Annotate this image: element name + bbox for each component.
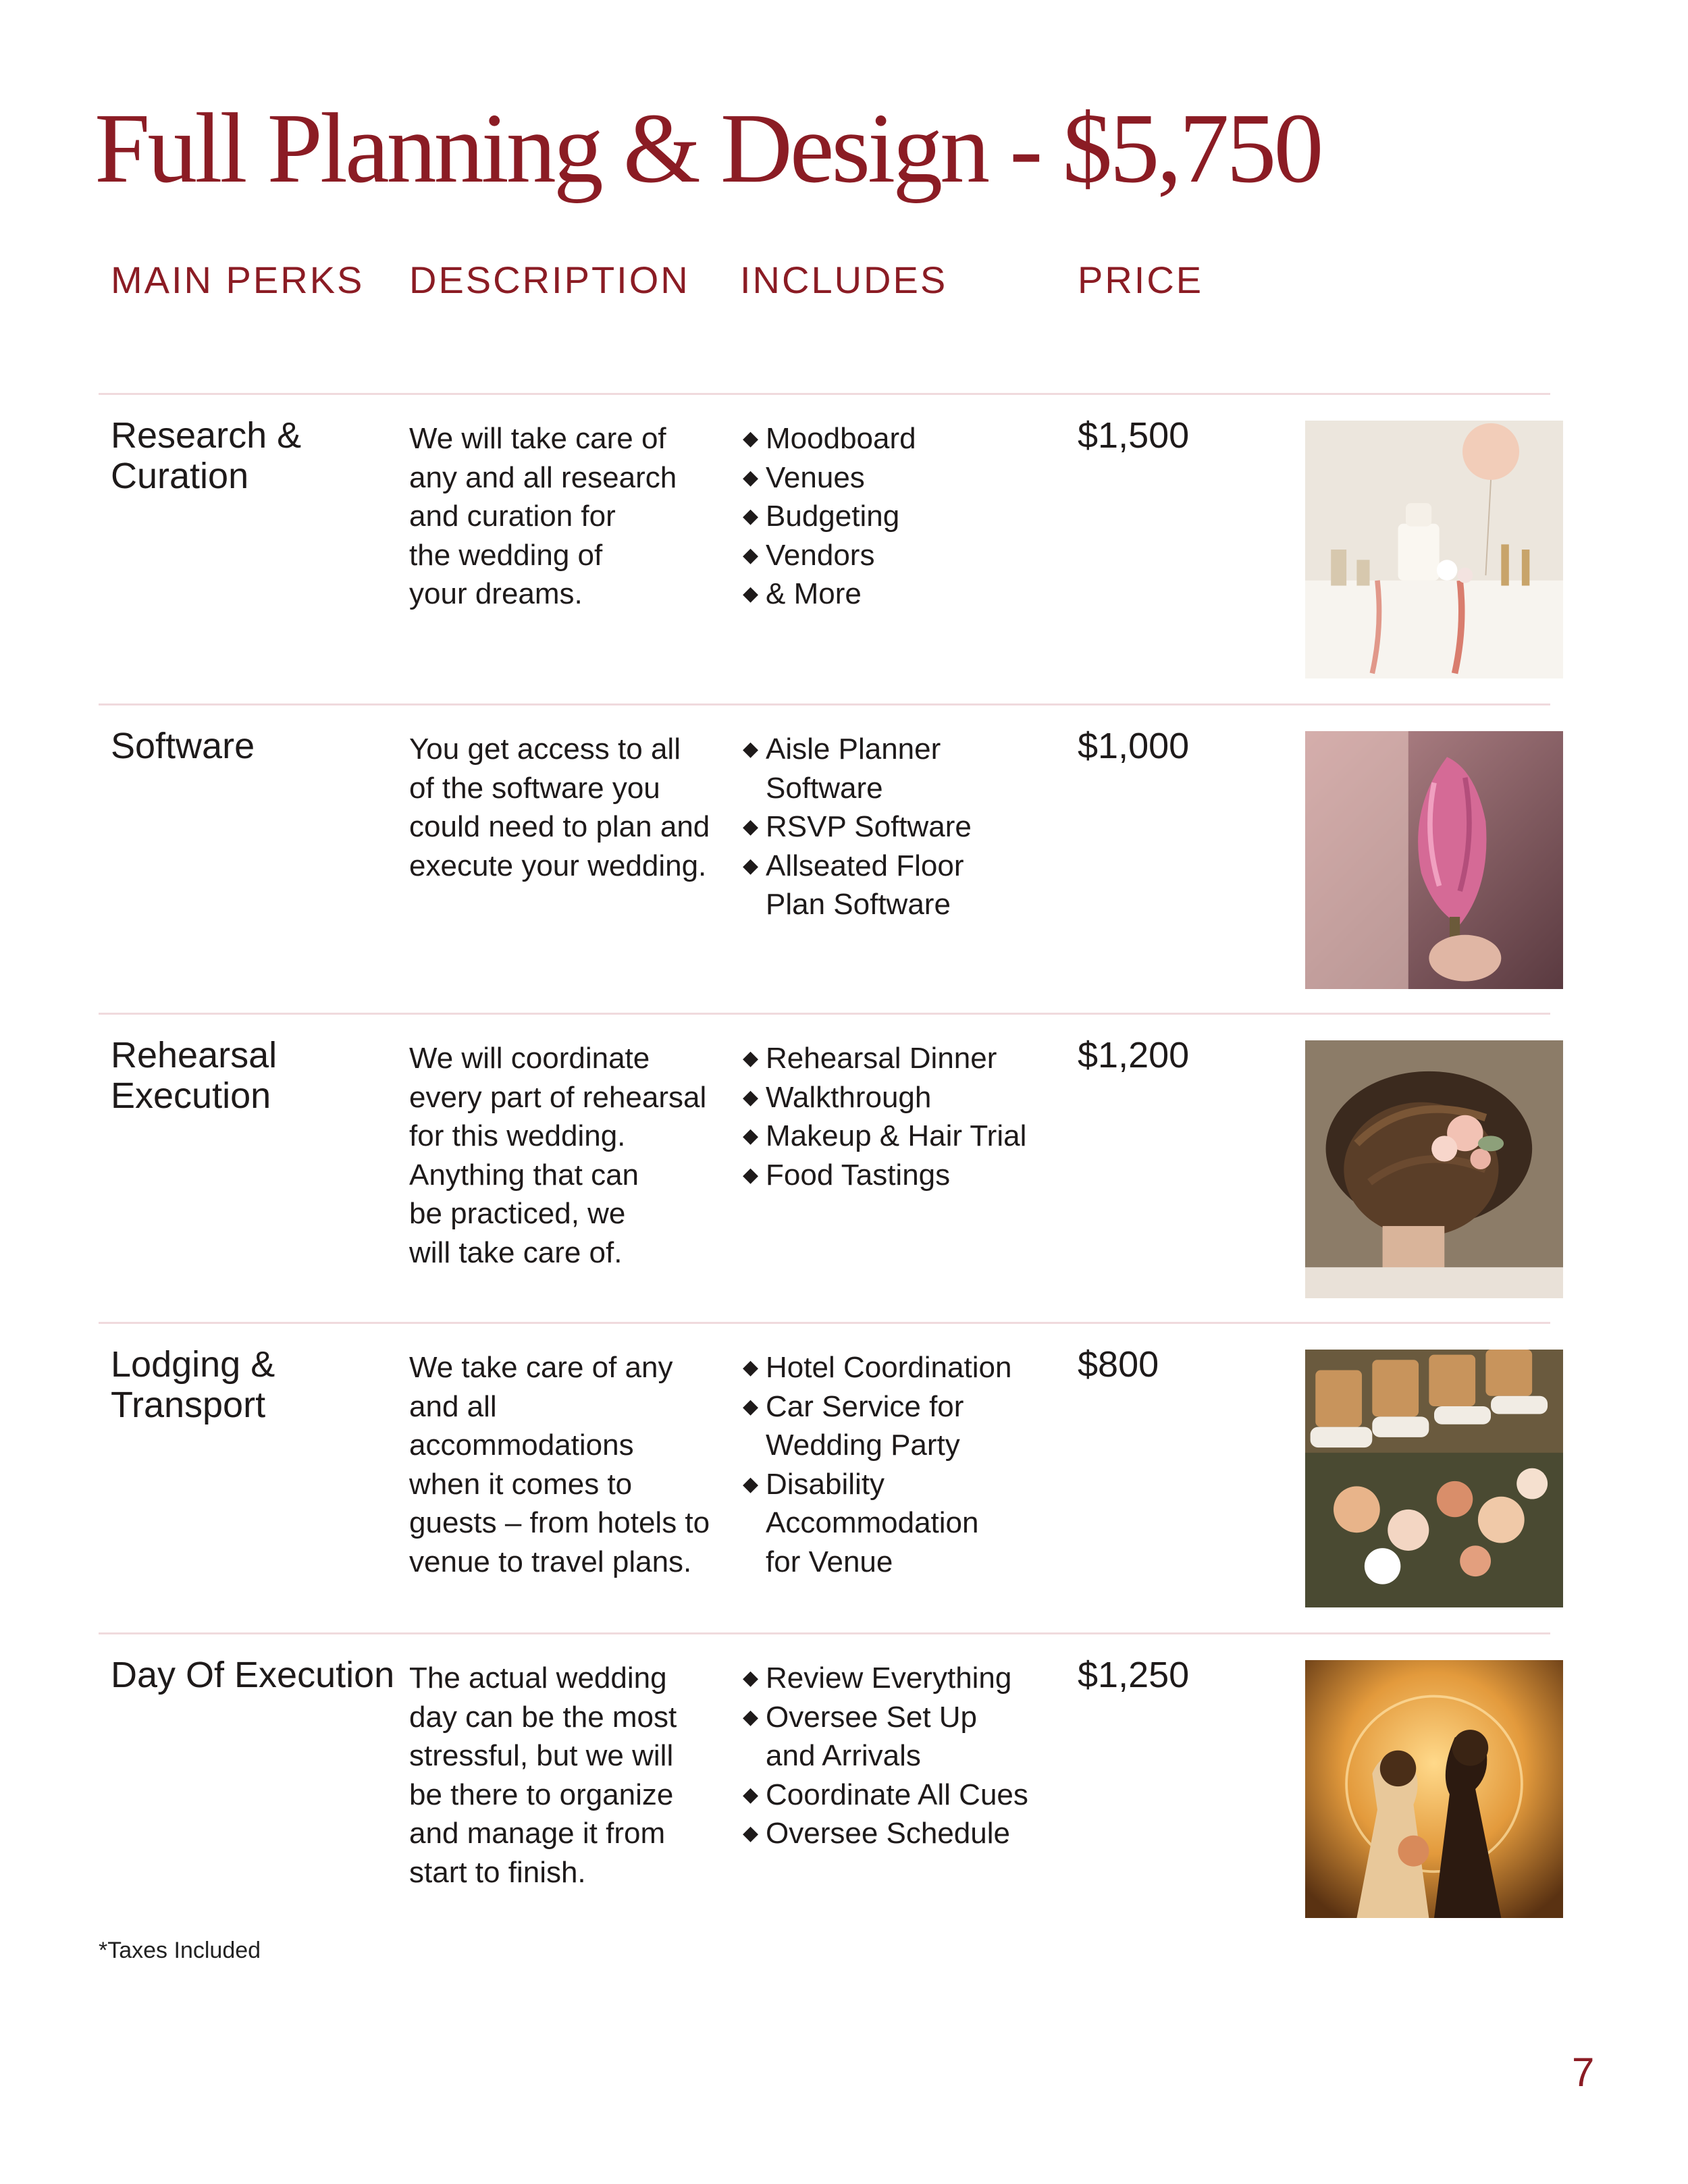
perk-name: Lodging & Transport — [111, 1344, 275, 1425]
diamond-bullet-icon: ◆ — [743, 1783, 759, 1806]
list-item: ◆ Coordinate All Cues — [740, 1776, 1078, 1815]
diamond-bullet-icon: ◆ — [743, 543, 759, 566]
perk-name: Software — [111, 726, 255, 766]
diamond-bullet-icon: ◆ — [743, 854, 759, 877]
perk-description: We will coordinate every part of rehearsal for this wedding. Anything that can be practiced, we will take care of. — [409, 1042, 707, 1269]
table-row — [0, 1324, 1688, 1634]
includes-list — [740, 1659, 1078, 1853]
includes-list — [740, 419, 1078, 614]
list-item: ◆ Moodboard — [740, 419, 1078, 458]
diamond-bullet-icon: ◆ — [743, 1667, 759, 1689]
diamond-bullet-icon: ◆ — [743, 738, 759, 760]
diamond-bullet-icon: ◆ — [743, 1086, 759, 1109]
page-number: 7 — [1572, 2050, 1595, 2095]
includes-list — [740, 1348, 1078, 1581]
list-item: ◆ Allseated Floor Plan Software — [740, 847, 1078, 924]
cake-table-photo — [1305, 421, 1563, 678]
header-description: DESCRIPTION — [409, 259, 690, 301]
diamond-bullet-icon: ◆ — [743, 1472, 759, 1495]
list-item: ◆ Oversee Schedule — [740, 1814, 1078, 1853]
list-item: ◆ Venues — [740, 458, 1078, 498]
list-item: ◆ Vendors — [740, 536, 1078, 575]
diamond-bullet-icon: ◆ — [743, 427, 759, 450]
list-item: ◆ Car Service for Wedding Party — [740, 1387, 1078, 1465]
diamond-bullet-icon: ◆ — [743, 583, 759, 605]
diamond-bullet-icon: ◆ — [743, 1047, 759, 1069]
list-item: ◆ Review Everything — [740, 1659, 1078, 1698]
header-price: PRICE — [1078, 259, 1204, 301]
list-item: ◆ RSVP Software — [740, 807, 1078, 847]
perk-name: Rehearsal Execution — [111, 1035, 278, 1116]
pink-flower-bouquet-photo — [1305, 731, 1563, 989]
includes-list — [740, 1039, 1078, 1194]
diamond-bullet-icon: ◆ — [743, 505, 759, 527]
list-item: ◆ Oversee Set Up and Arrivals — [740, 1698, 1078, 1776]
perk-price: $1,200 — [1078, 1035, 1190, 1075]
header-main-perks: MAIN PERKS — [111, 259, 365, 301]
list-item: ◆ Walkthrough — [740, 1078, 1078, 1117]
perk-description: We take care of any and all accommodations when it comes to guests – from hotels to venue to travel plans. — [409, 1351, 710, 1578]
perk-price: $1,250 — [1078, 1655, 1190, 1695]
includes-list — [740, 730, 1078, 924]
perk-description: We will take care of any and all research and curation for the wedding of your dreams. — [409, 422, 677, 610]
list-item: ◆ Hotel Coordination — [740, 1348, 1078, 1387]
diamond-bullet-icon: ◆ — [743, 466, 759, 489]
table-row — [0, 705, 1688, 1016]
perk-description: You get access to all of the software you could need to plan and execute your wedding. — [409, 733, 710, 882]
list-item: ◆ Budgeting — [740, 497, 1078, 536]
bridal-hair-photo — [1305, 1040, 1563, 1298]
table-row — [0, 1634, 1688, 1945]
diamond-bullet-icon: ◆ — [743, 1356, 759, 1379]
sunset-couple-photo — [1305, 1660, 1563, 1918]
diamond-bullet-icon: ◆ — [743, 816, 759, 838]
perk-price: $1,500 — [1078, 415, 1190, 456]
diamond-bullet-icon: ◆ — [743, 1822, 759, 1844]
diamond-bullet-icon: ◆ — [743, 1163, 759, 1186]
list-item: ◆ Aisle Planner Software — [740, 730, 1078, 807]
perk-name: Research & Curation — [111, 415, 302, 496]
list-item: ◆ Disability Accommodation for Venue — [740, 1465, 1078, 1582]
header-includes: INCLUDES — [740, 259, 948, 301]
list-item: ◆ Rehearsal Dinner — [740, 1039, 1078, 1078]
footnote: *Taxes Included — [99, 1938, 261, 1963]
list-item: ◆ Makeup & Hair Trial — [740, 1117, 1078, 1156]
perk-name: Day Of Execution — [111, 1655, 395, 1695]
diamond-bullet-icon: ◆ — [743, 1395, 759, 1418]
diamond-bullet-icon: ◆ — [743, 1705, 759, 1728]
table-row — [0, 1015, 1688, 1325]
ceremony-chairs-photo — [1305, 1350, 1563, 1607]
list-item: ◆ Food Tastings — [740, 1156, 1078, 1195]
perk-price: $800 — [1078, 1344, 1159, 1385]
perk-description: The actual wedding day can be the most stressful, but we will be there to organize and manage it from start to finish. — [409, 1661, 677, 1889]
perk-price: $1,000 — [1078, 726, 1190, 766]
page-title: Full Planning & Design - $5,750 — [95, 93, 1321, 204]
diamond-bullet-icon: ◆ — [743, 1125, 759, 1147]
list-item: ◆ & More — [740, 575, 1078, 614]
table-row — [0, 395, 1688, 705]
